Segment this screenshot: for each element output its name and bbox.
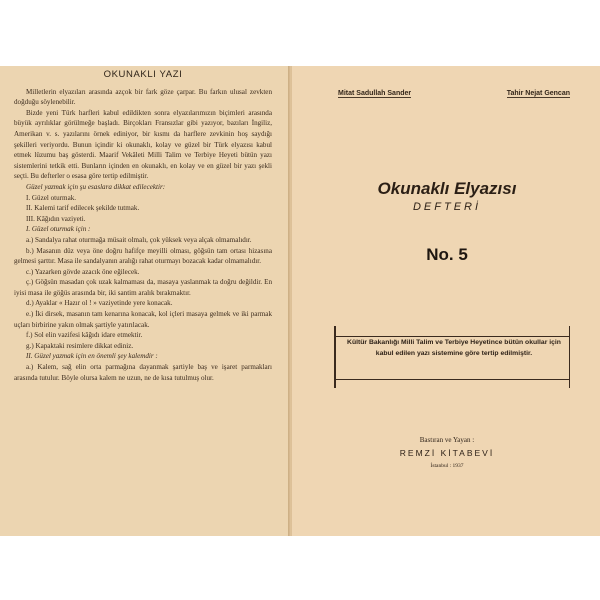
author-right: Tahir Nejat Gencan xyxy=(506,90,570,97)
book-title: Okunaklı Elyazısı xyxy=(377,179,517,198)
sitting-item: g.) Kapaktaki resimlere dikkat ediniz. xyxy=(26,341,134,350)
publisher-block xyxy=(294,436,600,469)
author-left: Mitat Sadullah Sander xyxy=(338,90,412,97)
publisher-place: İstanbul : 1937 xyxy=(430,463,464,469)
left-page-text xyxy=(14,66,272,383)
volume-number: No. 5 xyxy=(426,245,468,264)
paragraph: Milletlerin elyazıları arasında azçok bir fark göze çarpar. Bu farkın ulusal zevkten doğduğu söylenebilir. xyxy=(14,87,272,107)
publisher-label: Bastıran ve Yayan : xyxy=(419,436,475,444)
book-subtitle: DEFTERİ xyxy=(412,201,482,213)
rules-heading: Güzel yazmak için şu esaslara dikkat edilecektir: xyxy=(26,182,166,191)
rule-item: II. Kalemi tarif edilecek şekilde tutmak. xyxy=(26,204,140,213)
writing-heading: II. Güzel yazmak için en önemli şey kalemdir : xyxy=(26,352,158,361)
sitting-item: c.) Yazarken gövde azacık öne eğilecek. xyxy=(26,267,140,276)
sitting-item: b.) Masanın düz veya öne doğru hafifçe meyilli olması, göğsün tam ortası hizasına gelmesi şarttır. Masa ile sandalyanın aralığı rahat oturmayı bozacak kadar olmamalıdır. xyxy=(14,246,272,266)
sitting-item: d.) Ayaklar « Hazır ol ! » vaziyetinde yere konacak. xyxy=(26,299,173,308)
approval-notice: Kültür Bakanlığı Milli Talim ve Terbiye Heyetince bütün okullar için kabul edilen yazı sistemine göre tertip edilmiştir. xyxy=(347,339,561,357)
rule-item: I. Güzel oturmak. xyxy=(26,193,77,202)
page-title: OKUNAKLI YAZI xyxy=(103,69,183,80)
paragraph: Bizde yeni Türk harfleri kabul edildikten sonra elyazılarımızın biçimleri arasında büyük ayrılıklar görülmeğe başladı. Birçokları Fransızlar gibi yazıyor, bazıları İngiliz, Amerikan v. s. yazılarını örnek ediniyor, bir kısmı da harflere zevkinin hoş saydığı şekilleri veriyordu. Bunun içindir ki okunaklı, kolay ve güzel bir Türk elyazısı kabul etmek lüzumu baş gösterdi. Maarif Vekâleti Milli Talim ve Terbiye Heyeti bütün yazı sistemlerini tetkik etti. Bunların içinden en okunaklı, en kolay ve en güzel bir yazı şekli seçti. Bu defterler o esasa göre tertip edilmiştir. xyxy=(14,108,272,181)
sitting-item: e.) İki dirsek, masanın tam kenarına konacak, kol içleri masaya gelmek ve iki parmak uçları birbirine yakın olmak şartiyle yatırılacak. xyxy=(14,310,272,329)
sitting-heading: I. Güzel oturmak için : xyxy=(26,225,91,234)
writing-item: a.) Kalem, sağ elin orta parmağına dayanmak şartiyle baş ve işaret parmakları arasında tutulur. Böyle olursa kalem ne uzun, ne de kısa tutulmuş olur. xyxy=(14,363,272,382)
sitting-item: ç.) Göğsün masadan çok uzak kalmaması da, masaya yaslanmak ta doğru değildir. En iyisi masa ile göğüs arasında bir, iki santim aralık bırakmaktır. xyxy=(14,278,272,297)
sitting-item: a.) Sandalya rahat oturmağa müsait olmalı, çok yüksek veya alçak olmamalıdır. xyxy=(26,235,252,244)
publisher-name: REMZİ KİTABEVİ xyxy=(399,448,495,458)
rule-item: III. Kâğıdın vaziyeti. xyxy=(26,214,86,223)
sitting-item: f.) Sol elin vazifesi kâğıdı idare etmektir. xyxy=(26,331,143,340)
